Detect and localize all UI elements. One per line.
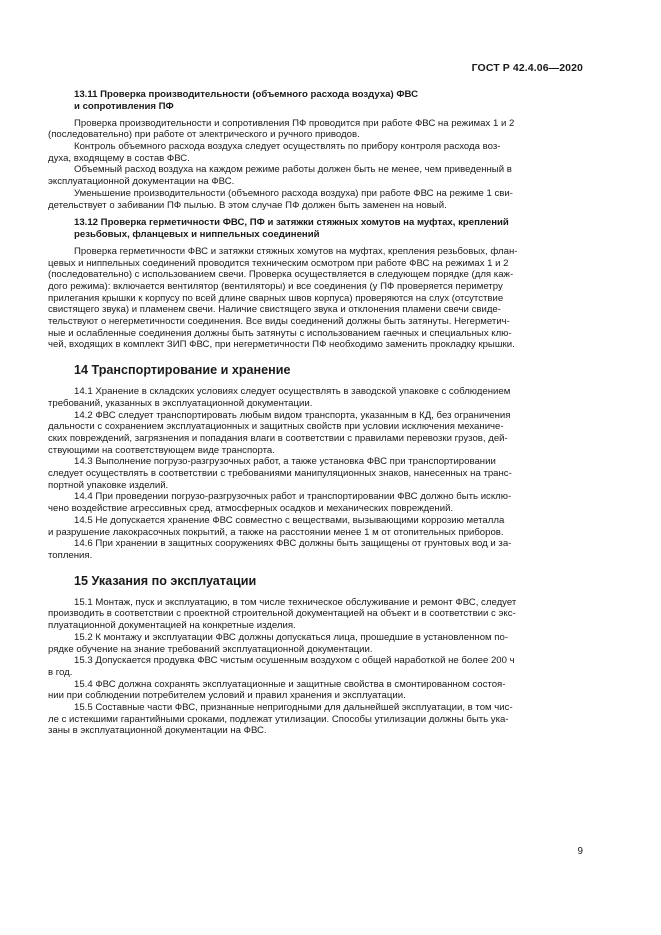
section-heading-15: 15 Указания по эксплуатации [74, 573, 257, 588]
paragraph: Проверка производительности и сопротивления ПФ проводится при работе ФВС на режимах 1 и 2 (последовательно) при работе от электрического и ручного приводов. [48, 117, 515, 141]
paragraph: 14.3 Выполнение погрузо-разгрузочных работ, а также установка ФВС при транспортировании следует осуществлять в соответствии с требованиями манипуляционных знаков, нанесенных на транс- портной упаковке изделий. [48, 456, 512, 491]
paragraph: 14.1 Хранение в складских условиях следует осуществлять в заводской упаковке с соблюдением требований, указанных в эксплуатационной документации. [48, 386, 511, 409]
subsection-heading-13-12: 13.12 Проверка герметичности ФВС, ПФ и затяжки стяжных хомутов на муфтах, креплений резьбовых, фланцевых и ниппельных соединений [74, 217, 509, 241]
paragraph: 14.6 При хранении в защитных сооружениях ФВС должны быть защищены от грунтовых вод и за- топления. [48, 538, 512, 561]
paragraph: 14.2 ФВС следует транспортировать любым видом транспорта, указанным в КД, без ограничения дальности с сохранением эксплуатационных и защитных свойств при условии исключения механиче- ских повреждений, загрязнения и попадания влаги в соответствии с правилами перевозки грузов, дей- ствующими на соответствующем виде транспорта. [48, 409, 511, 456]
paragraph: Уменьшение производительности (объемного расхода воздуха) при работе ФВС на режиме 1 сви- детельствует о забивании ПФ пылью. В этом случае ПФ должен быть заменен на новый. [48, 187, 513, 211]
subsection-heading-13-11: 13.11 Проверка производительности (объемного расхода воздуха) ФВС и сопротивления ПФ [74, 89, 419, 112]
section-heading-14: 14 Транспортирование и хранение [74, 363, 291, 378]
paragraph: Проверка герметичности ФВС и затяжки стяжных хомутов на муфтах, крепления резьбовых, флан- цевых и ниппельных соединений проводится техническим осмотром при работе ФВС на режимах 1 и 2 (последовательно) с использованием свечи. Проверка осуществляется в следующем порядке (для каж- дого режима): включается вентилятор (вентиляторы) и все соединения (у ПФ проверяется периметру прилегания крышки к корпусу по всей длине сварных швов корпуса) проверяются на слух (отсутствие свистящего звука) и пламенем свечи. Наличие свистящего звука и отклонения пламени свечи свиде- тельствуют о негерметичности соединения. Все виды соединений должны быть затянуты. Негерметич- ные и ослабленные соединения должны быть затянуты с использованием гаечных и специальных клю- чей, входящих в комплект ЗИП ФВС, при негерметичности ПФ необходимо заменить прокладку крышки. [48, 245, 518, 351]
paragraph: 15.5 Составные части ФВС, признанные непригодными для дальнейшей эксплуатации, в том чис- ле с истекшими гарантийными сроками, подлежат утилизации. Способы утилизации должны быть ука- заны в эксплуатационной документации на ФВС. [48, 702, 513, 737]
page-content [48, 89, 586, 737]
paragraph: 15.4 ФВС должна сохранять эксплуатационные и защитные свойства в смонтированном состоя- нии при соблюдении потребителем условий и правил хранения и эксплуатации. [48, 678, 506, 702]
paragraph: Объемный расход воздуха на каждом режиме работы должен быть не менее, чем приведенный в эксплуатационной документации на ФВС. [48, 164, 512, 188]
page-number: 9 [577, 846, 583, 857]
document-code: ГОСТ Р 42.4.06—2020 [471, 62, 583, 74]
paragraph: 14.5 Не допускается хранение ФВС совместно с веществами, вызывающими коррозию металла и разрушение лакокрасочных покрытий, а также на расстоянии менее 1 м от отопительных приборов. [48, 514, 505, 538]
paragraph: 15.1 Монтаж, пуск и эксплуатацию, в том числе техническое обслуживание и ремонт ФВС, следует производить в соответствии с проектной строительной документацией на объект и в соответствии с экс- плуатационной документацией на конкретные изделия. [48, 596, 517, 632]
paragraph: 15.3 Допускается продувка ФВС чистым осушенным воздухом с общей наработкой не более 200 ч в год. [48, 655, 515, 678]
paragraph: 14.4 При проведении погрузо-разгрузочных работ и транспортировании ФВС должно быть исклю- чено воздействие агрессивных сред, атмосферных осадков и механических повреждений. [48, 491, 512, 515]
paragraph: 15.2 К монтажу и эксплуатации ФВС должны допускаться лица, прошедшие в установленном по- рядке обучение на знание требований эксплуатационной документации. [48, 631, 509, 655]
paragraph: Контроль объемного расхода воздуха следует осуществлять по прибору контроля расхода воз- духа, входящему в состав ФВС. [48, 141, 501, 164]
